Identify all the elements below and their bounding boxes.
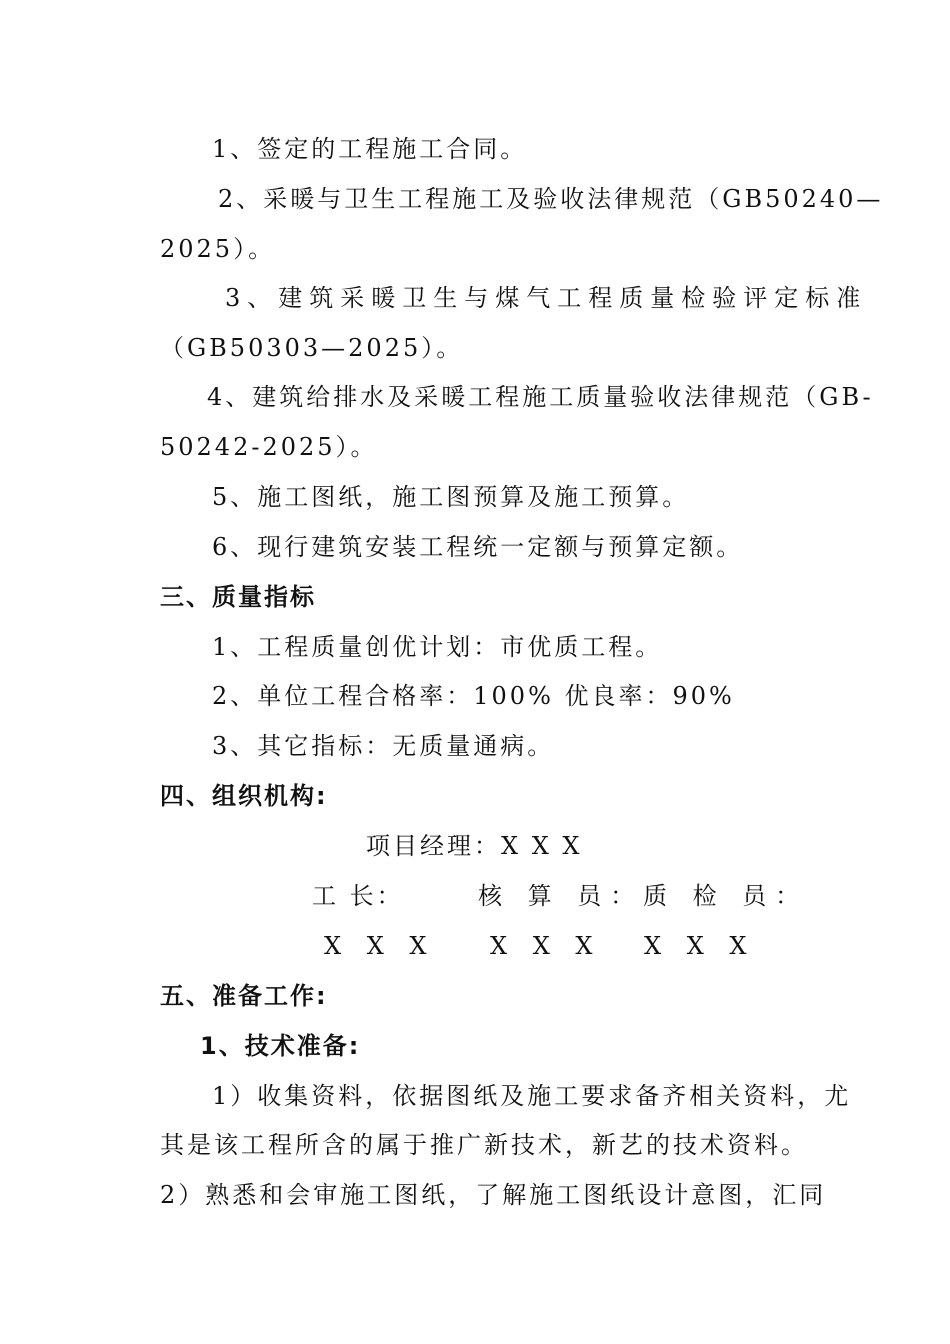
name-accountant: X X X (490, 932, 602, 960)
section-heading-quality: 三、质量指标 (160, 583, 316, 611)
reference-item-4-line1: 4、建筑给排水及采暖工程施工质量验收法律规范（GB- (207, 383, 874, 411)
reference-item-2-line1: 2、采暖与卫生工程施工及验收法律规范（GB50240— (218, 185, 884, 213)
role-inspector: 质 检 员： (643, 882, 809, 910)
preparation-paragraph-2-line1: 2）熟悉和会审施工图纸，了解施工图纸设计意图，汇同 (160, 1181, 827, 1209)
subheading-technical-preparation: 1、技术准备: (200, 1032, 361, 1060)
name-foreman: X X X (324, 932, 436, 960)
section-heading-preparation: 五、准备工作: (160, 982, 328, 1010)
role-accountant: 核 算 员： (478, 882, 644, 910)
reference-item-5: 5、施工图纸，施工图预算及施工预算。 (212, 483, 690, 511)
project-manager: 项目经理：X X X (366, 832, 583, 860)
reference-item-3-line2: （GB50303—2025）。 (160, 334, 464, 362)
preparation-paragraph-1-line1: 1）收集资料，依据图纸及施工要求备齐相关资料，尤 (212, 1082, 852, 1110)
reference-item-1: 1、签定的工程施工合同。 (212, 135, 528, 163)
section-heading-organization: 四、组织机构: (160, 782, 328, 810)
name-inspector: X X X (644, 932, 756, 960)
quality-item-3: 3、其它指标：无质量通病。 (212, 732, 555, 760)
preparation-paragraph-1-line2: 其是该工程所含的属于推广新技术，新艺的技术资料。 (160, 1131, 808, 1159)
reference-item-2-line2: 2025）。 (160, 235, 276, 263)
quality-item-1: 1、工程质量创优计划：市优质工程。 (212, 633, 663, 661)
reference-item-3-line1: 3、建筑采暖卫生与煤气工程质量检验评定标准 (225, 284, 868, 312)
role-foreman: 工 长： (312, 882, 404, 910)
reference-item-6: 6、现行建筑安装工程统一定额与预算定额。 (212, 533, 744, 561)
quality-item-2: 2、单位工程合格率：100% 优良率：90% (212, 682, 735, 710)
reference-item-4-line2: 50242-2025）。 (160, 433, 378, 461)
